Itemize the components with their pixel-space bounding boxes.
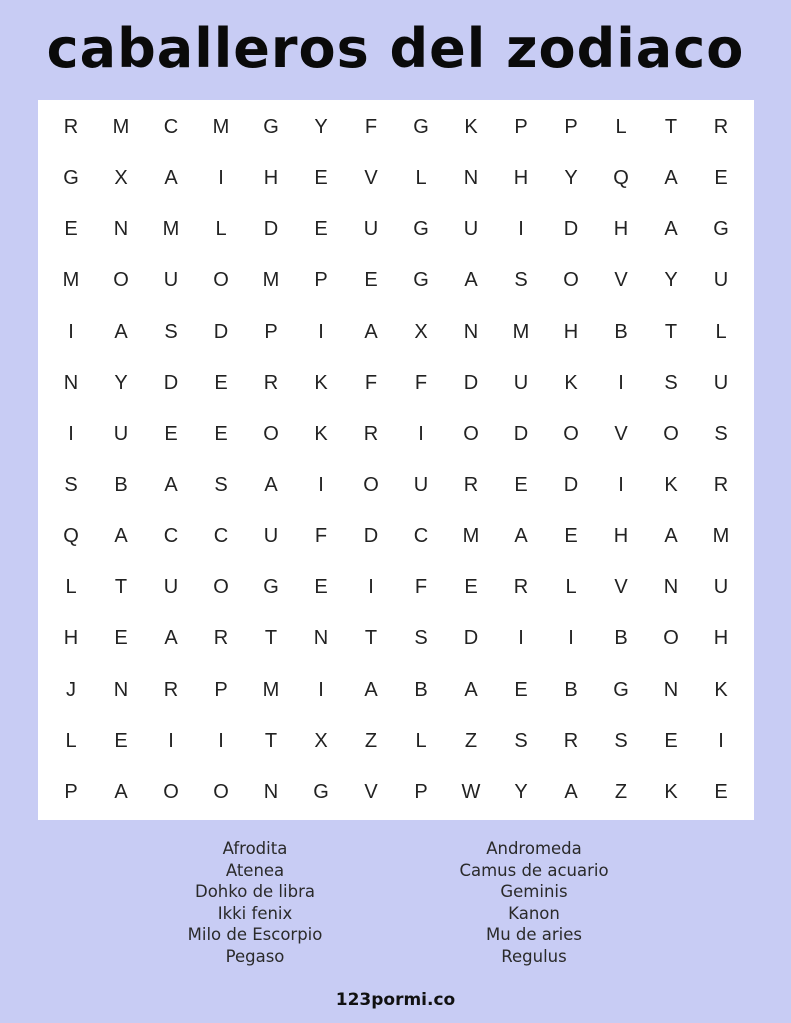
grid-cell: K [464, 116, 478, 139]
grid-cell: U [713, 371, 729, 394]
grid-cell: O [213, 269, 229, 292]
grid-cell: I [368, 576, 374, 599]
grid-cell: E [464, 576, 478, 599]
grid-cell: D [563, 474, 579, 497]
grid-cell: U [513, 371, 529, 394]
grid-cell: M [462, 525, 480, 548]
grid-cell: F [414, 371, 428, 394]
grid-cell: M [262, 269, 280, 292]
word-item: Geminis [500, 882, 568, 902]
grid-cell: Y [314, 116, 328, 139]
grid-cell: S [614, 729, 628, 752]
grid-cell: I [218, 167, 224, 190]
grid-cell: H [513, 167, 529, 190]
grid-cell: M [512, 320, 530, 343]
grid-cell: E [314, 218, 328, 241]
grid-cell: I [168, 729, 174, 752]
grid-cell: R [713, 474, 729, 497]
grid-cell: A [664, 218, 678, 241]
grid-cell: T [364, 627, 378, 650]
grid-cell: R [563, 729, 579, 752]
grid-cell: A [514, 525, 528, 548]
grid-cell: R [363, 422, 379, 445]
grid-cell: E [114, 627, 128, 650]
grid-cell: I [68, 320, 74, 343]
grid-cell: N [663, 576, 679, 599]
grid-cell: G [613, 678, 629, 701]
grid-cell: L [715, 320, 727, 343]
grid-cell: P [64, 780, 78, 803]
grid-cell: N [313, 627, 329, 650]
grid-cell: F [314, 525, 328, 548]
grid-cell: T [664, 320, 678, 343]
grid-cell: U [413, 474, 429, 497]
grid-cell: V [364, 780, 378, 803]
grid-cell: G [413, 218, 429, 241]
grid-cell: N [263, 780, 279, 803]
grid-cell: I [318, 320, 324, 343]
grid-cell: L [565, 576, 577, 599]
grid-cell: D [513, 422, 529, 445]
word-item: Mu de aries [485, 925, 583, 945]
grid-cell: A [114, 525, 128, 548]
grid-cell: Z [614, 780, 628, 803]
word-search-panel [38, 100, 754, 820]
grid-cell: N [463, 167, 479, 190]
word-item: Kanon [508, 903, 560, 923]
grid-cell: T [264, 729, 278, 752]
grid-cell: E [514, 474, 528, 497]
grid-cell: E [714, 780, 728, 803]
word-item: Afrodita [222, 839, 288, 858]
grid-cell: B [614, 320, 628, 343]
grid-cell: V [614, 422, 628, 445]
grid-cell: R [63, 116, 79, 139]
grid-cell: U [713, 269, 729, 292]
grid-cell: Q [613, 167, 629, 190]
grid-cell: G [713, 218, 729, 241]
grid-cell: M [62, 269, 80, 292]
grid-cell: O [213, 780, 229, 803]
grid-cell: Z [364, 729, 378, 752]
grid-cell: G [263, 116, 279, 139]
word-list-left [155, 838, 355, 968]
grid-cell: L [65, 576, 77, 599]
grid-cell: D [463, 371, 479, 394]
grid-cell: A [164, 474, 178, 497]
grid-cell: O [563, 422, 579, 445]
grid-cell: B [414, 678, 428, 701]
grid-cell: G [313, 780, 329, 803]
grid-cell: D [363, 525, 379, 548]
grid-cell: L [65, 729, 77, 752]
grid-cell: P [414, 780, 428, 803]
grid-cell: I [418, 422, 424, 445]
grid-cell: E [664, 729, 678, 752]
grid-cell: O [213, 576, 229, 599]
grid-cell: I [218, 729, 224, 752]
grid-cell: D [463, 627, 479, 650]
grid-cell: I [618, 371, 624, 394]
grid-cell: A [364, 678, 378, 701]
word-item: Camus de acuario [459, 860, 609, 880]
grid-cell: C [413, 525, 429, 548]
grid-cell: A [164, 167, 178, 190]
grid-cell: A [664, 525, 678, 548]
grid-cell: I [518, 218, 524, 241]
grid-cell: E [564, 525, 578, 548]
grid-cell: L [415, 729, 427, 752]
grid-cell: G [63, 167, 79, 190]
grid-cell: O [663, 422, 679, 445]
grid-cell: A [564, 780, 578, 803]
grid-cell: R [213, 627, 229, 650]
grid-cell: U [263, 525, 279, 548]
word-item: Regulus [501, 946, 567, 966]
grid-cell: E [314, 576, 328, 599]
grid-cell: H [563, 320, 579, 343]
grid-cell: B [114, 474, 128, 497]
grid-cell: E [514, 678, 528, 701]
grid-cell: S [514, 269, 528, 292]
grid-cell: K [664, 780, 678, 803]
grid-cell: K [564, 371, 578, 394]
grid-cell: A [464, 678, 478, 701]
word-item: Pegaso [225, 946, 285, 966]
grid-cell: A [464, 269, 478, 292]
grid-cell: S [714, 422, 728, 445]
grid-cell: E [214, 371, 228, 394]
grid-cell: M [262, 678, 280, 701]
grid-cell: I [718, 729, 724, 752]
grid-cell: I [518, 627, 524, 650]
grid-cell: U [113, 422, 129, 445]
grid-cell: S [514, 729, 528, 752]
grid-cell: F [414, 576, 428, 599]
grid-cell: D [263, 218, 279, 241]
grid-cell: M [712, 525, 730, 548]
grid-cell: Q [63, 525, 79, 548]
grid-cell: U [713, 576, 729, 599]
grid-cell: S [214, 474, 228, 497]
grid-cell: I [68, 422, 74, 445]
grid-cell: J [66, 678, 76, 701]
grid-cell: O [563, 269, 579, 292]
grid-cell: Z [464, 729, 478, 752]
word-list-right [434, 838, 634, 968]
grid-cell: U [363, 218, 379, 241]
grid-cell: P [564, 116, 578, 139]
grid-cell: H [63, 627, 79, 650]
footer-site: 123pormi.co [335, 990, 456, 1010]
letter-grid [46, 102, 746, 818]
grid-cell: Y [514, 780, 528, 803]
grid-cell: Y [114, 371, 128, 394]
grid-cell: M [162, 218, 180, 241]
grid-cell: W [461, 780, 481, 803]
grid-cell: I [568, 627, 574, 650]
grid-cell: B [614, 627, 628, 650]
grid-cell: Y [564, 167, 578, 190]
grid-cell: T [114, 576, 128, 599]
grid-cell: P [214, 678, 228, 701]
word-item: Milo de Escorpio [187, 925, 323, 945]
grid-cell: X [414, 320, 428, 343]
grid-cell: C [163, 525, 179, 548]
grid-cell: N [113, 218, 129, 241]
grid-cell: P [314, 269, 328, 292]
grid-cell: P [264, 320, 278, 343]
grid-cell: I [318, 474, 324, 497]
grid-cell: A [364, 320, 378, 343]
grid-cell: U [463, 218, 479, 241]
grid-cell: O [263, 422, 279, 445]
grid-cell: S [414, 627, 428, 650]
grid-cell: H [713, 627, 729, 650]
grid-cell: S [164, 320, 178, 343]
grid-cell: E [714, 167, 728, 190]
grid-cell: L [215, 218, 227, 241]
grid-cell: R [713, 116, 729, 139]
grid-cell: L [615, 116, 627, 139]
grid-cell: U [163, 269, 179, 292]
grid-cell: O [363, 474, 379, 497]
grid-cell: E [164, 422, 178, 445]
grid-cell: P [514, 116, 528, 139]
grid-cell: G [263, 576, 279, 599]
word-item: Ikki fenix [217, 903, 293, 923]
grid-cell: N [463, 320, 479, 343]
grid-cell: B [564, 678, 578, 701]
grid-cell: H [263, 167, 279, 190]
grid-cell: N [113, 678, 129, 701]
grid-cell: D [563, 218, 579, 241]
grid-cell: E [364, 269, 378, 292]
word-item: Atenea [225, 860, 285, 880]
grid-cell: O [113, 269, 129, 292]
page-title: caballeros del zodiaco [46, 17, 745, 80]
grid-cell: G [413, 116, 429, 139]
grid-cell: R [263, 371, 279, 394]
grid-cell: I [318, 678, 324, 701]
grid-cell: A [164, 627, 178, 650]
grid-cell: F [364, 116, 378, 139]
word-item: Andromeda [486, 839, 582, 858]
grid-cell: N [63, 371, 79, 394]
grid-cell: L [415, 167, 427, 190]
grid-cell: C [163, 116, 179, 139]
grid-cell: A [114, 780, 128, 803]
grid-cell: A [114, 320, 128, 343]
grid-cell: T [664, 116, 678, 139]
grid-cell: D [163, 371, 179, 394]
word-item: Dohko de libra [195, 882, 315, 902]
grid-cell: F [364, 371, 378, 394]
grid-cell: G [413, 269, 429, 292]
grid-cell: O [663, 627, 679, 650]
grid-cell: V [364, 167, 378, 190]
grid-cell: Y [664, 269, 678, 292]
grid-cell: M [112, 116, 130, 139]
grid-cell: S [64, 474, 78, 497]
grid-cell: R [463, 474, 479, 497]
grid-cell: K [664, 474, 678, 497]
grid-cell: N [663, 678, 679, 701]
grid-cell: V [614, 576, 628, 599]
grid-cell: X [314, 729, 328, 752]
grid-cell: E [314, 167, 328, 190]
grid-cell: K [314, 422, 328, 445]
grid-cell: C [213, 525, 229, 548]
grid-cell: E [64, 218, 78, 241]
grid-cell: T [264, 627, 278, 650]
grid-cell: V [614, 269, 628, 292]
grid-cell: A [264, 474, 278, 497]
grid-cell: A [664, 167, 678, 190]
grid-cell: K [314, 371, 328, 394]
grid-cell: D [213, 320, 229, 343]
grid-cell: R [513, 576, 529, 599]
grid-cell: H [613, 218, 629, 241]
grid-cell: O [163, 780, 179, 803]
grid-cell: R [163, 678, 179, 701]
grid-cell: I [618, 474, 624, 497]
grid-cell: E [214, 422, 228, 445]
grid-cell: U [163, 576, 179, 599]
grid-cell: O [463, 422, 479, 445]
grid-cell: S [664, 371, 678, 394]
grid-cell: H [613, 525, 629, 548]
grid-cell: X [114, 167, 128, 190]
grid-cell: M [212, 116, 230, 139]
grid-cell: E [114, 729, 128, 752]
grid-cell: K [714, 678, 728, 701]
